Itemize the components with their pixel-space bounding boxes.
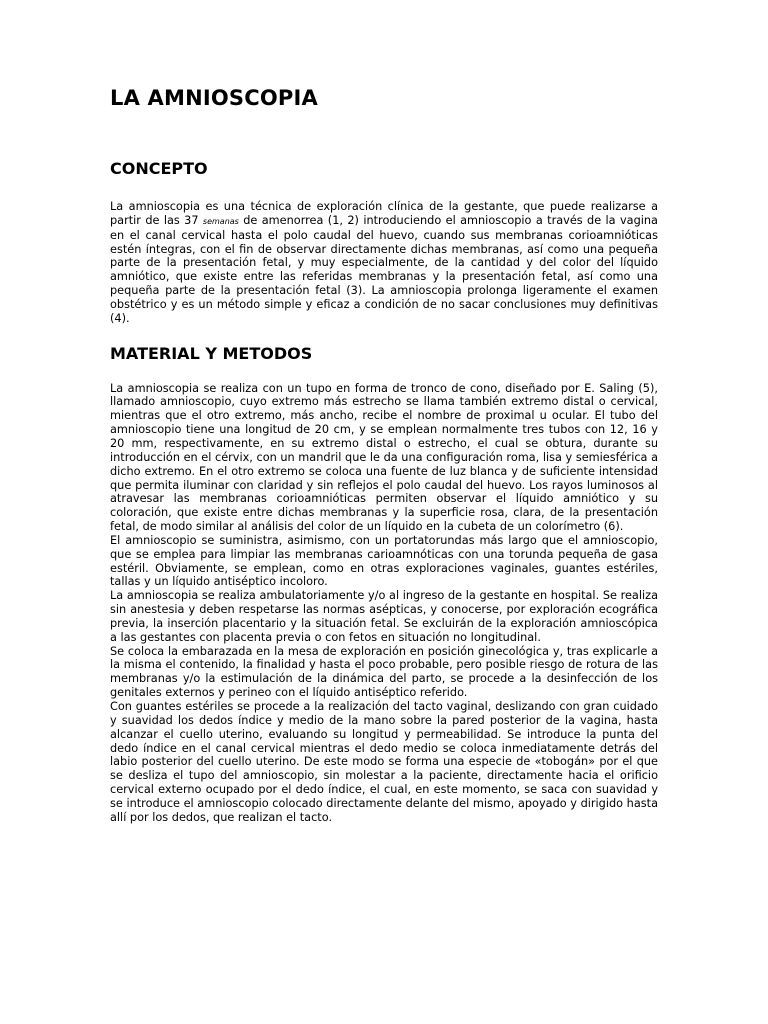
section-heading-material-y-metodos: MATERIAL Y METODOS — [110, 343, 313, 363]
concepto-text-part-2: de amenorrea (1, 2) introduciendo el amnioscopio a través de la vagina en el canal cervical hasta el polo caudal del huevo, cuando sus membranas corioamnióticas estén íntegras, con el fin de observar directamente dichas membranas, así como una pequeña parte de la presentación fetal, y muy especialmente, de la cantidad y del color del líquido amniótico, que existe entre las referidas membranas y la presentación fetal, así como una pequeña parte de la presentación fetal (3). La amnioscopia prolonga ligeramente el examen obstétrico y es un método simple y eficaz a condición de no sacar conclusiones muy definitivas (4). — [110, 213, 658, 325]
material-paragraph: El amnioscopio se suministra, asimismo, con un portatorundas más largo que el amnioscopio, que se emplea para limpiar las membranas carioamnóticas con una torunda pequeña de gasa estéril. Obviamente, se emplean, como en otras exploraciones vaginales, guantes estériles, tallas y un líquido antiséptico incoloro. — [110, 533, 658, 589]
concepto-paragraph — [110, 200, 658, 326]
concepto-text-part-1: La amnioscopia es una técnica de exploración clínica de la gestante, que puede realizarse a partir de las 37 — [110, 200, 658, 227]
material-body — [110, 382, 658, 825]
material-paragraph: La amnioscopia se realiza con un tupo en forma de tronco de cono, diseñado por E. Saling (5), llamado amnioscopio, cuyo extremo más estrecho se llama también extremo distal o cervical, mientras que el otro extremo, más ancho, recibe el nombre de proximal u ocular. El tubo del amnioscopio tiene una longitud de 20 cm, y se emplean normalmente tres tubos con 12, 16 y 20 mm, respectivamente, en su extremo distal o estrecho, el cual se obtura, durante su introducción en el cérvix, con un mandril que le da una configuración roma, lisa y semiesférica a dicho extremo. En el otro extremo se coloca una fuente de luz blanca y de suficiente intensidad que permita iluminar con claridad y sin reflejos el polo caudal del huevo. Los rayos luminosos al atravesar las membranas corioamnióticas permiten observar el líquido amniótico y su coloración, que existe entre dichas membranas y la superficie rosa, clara, de la presentación fetal, de modo similar al análisis del color de un líquido en la cubeta de un colorímetro (6). — [110, 381, 658, 534]
document-page — [110, 84, 658, 825]
material-paragraph: Con guantes estériles se procede a la realización del tacto vaginal, deslizando con gran cuidado y suavidad los dedos índice y medio de la mano sobre la pared posterior de la vagina, hasta alcanzar el cuello uterino, evaluando su longitud y permeabilidad. Se introduce la punta del dedo índice en el canal cervical mientras el dedo medio se coloca inmediatamente detrás del labio posterior del cuello uterino. De este modo se forma una especie de «tobogán» por el que se desliza el tupo del amnioscopio, sin molestar a la paciente, directamente hacia el orificio cervical externo ocupado por el dedo índice, el cual, en este momento, se saca con suavidad y se introduce el amnioscopio colocado directamente delante del mismo, apoyado y dirigido hasta allí por los dedos, que realizan el tacto. — [110, 700, 658, 824]
concepto-small-word: semanas — [202, 216, 239, 226]
material-paragraph: Se coloca la embarazada en la mesa de exploración en posición ginecológica y, tras explicarle a la misma el contenido, la finalidad y hasta el poco probable, pero posible riesgo de rotura de las membranas y/o la estimulación de la dinámica del parto, se procede a la desinfección de los genitales externos y perineo con el líquido antiséptico referido. — [110, 644, 658, 700]
section-heading-concepto: CONCEPTO — [110, 159, 208, 178]
document-title: LA AMNIOSCOPIA — [110, 86, 318, 110]
material-paragraph: La amnioscopia se realiza ambulatoriamente y/o al ingreso de la gestante en hospital. Se realiza sin anestesia y deben respetarse las normas asépticas, y conocerse, por exploración ecográfica previa, la inserción placentario y la situación fetal. Se excluirán de la exploración amnioscópica a las gestantes con placenta previa o con fetos en situación no longitudinal. — [110, 589, 658, 644]
